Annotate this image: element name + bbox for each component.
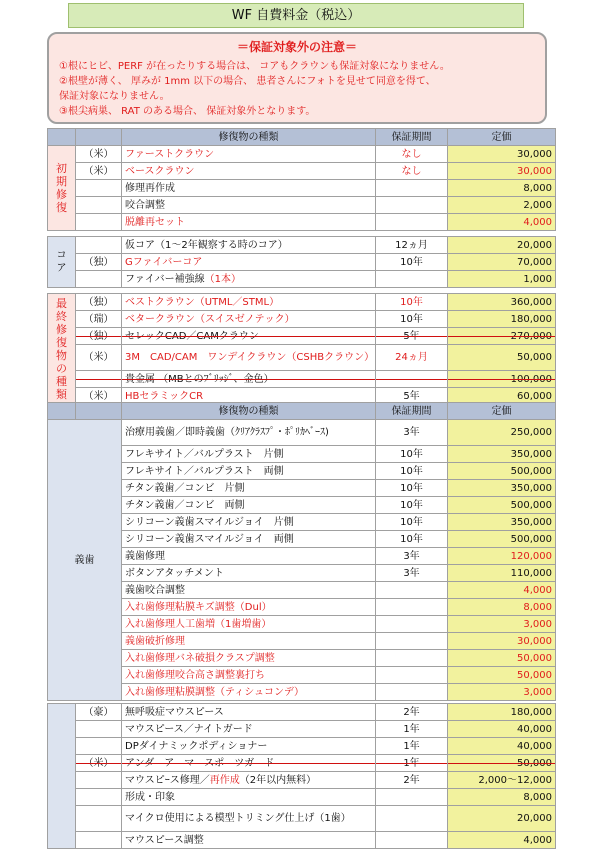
- item-price: 4,000: [448, 582, 556, 599]
- item-name: 入れ歯修理粘膜キズ調整（Dul）: [122, 599, 376, 616]
- item-period: 12ヵ月: [376, 237, 448, 254]
- header-blank: [48, 129, 76, 146]
- item-name: セレックCAD／CAMクラウン: [122, 328, 376, 345]
- table-row: [48, 420, 556, 446]
- item-period: [376, 599, 448, 616]
- item-price: 100,000: [448, 371, 556, 388]
- table-row: [48, 738, 556, 755]
- origin-tag: [76, 738, 122, 755]
- table-row: [48, 616, 556, 633]
- item-price: 350,000: [448, 514, 556, 531]
- item-price: 4,000: [448, 832, 556, 849]
- header-blank: [76, 129, 122, 146]
- table-row: [48, 271, 556, 288]
- origin-tag: [76, 371, 122, 388]
- item-period: [376, 832, 448, 849]
- item-price: 120,000: [448, 548, 556, 565]
- item-period: 10年: [376, 514, 448, 531]
- origin-tag: （米）: [76, 388, 122, 405]
- item-period: 24ヵ月: [376, 345, 448, 371]
- table-row: [48, 650, 556, 667]
- table-row: [48, 345, 556, 371]
- table-row: [48, 772, 556, 789]
- item-price: 500,000: [448, 497, 556, 514]
- table-row: [48, 599, 556, 616]
- item-name-note: 再作成: [209, 774, 240, 786]
- item-name: 仮コア（1～2年観察する時のコア）: [122, 237, 376, 254]
- table-row: [48, 214, 556, 231]
- item-period: 1年: [376, 755, 448, 772]
- item-price: 500,000: [448, 531, 556, 548]
- header-price: 定価: [448, 403, 556, 420]
- item-name: 義歯修理: [122, 548, 376, 565]
- table-row: [48, 514, 556, 531]
- item-price: 8,000: [448, 599, 556, 616]
- item-price: 40,000: [448, 721, 556, 738]
- origin-tag: [76, 789, 122, 806]
- item-period: [376, 582, 448, 599]
- table-row-discontinued: [48, 371, 556, 388]
- item-name: マウスピース調整: [122, 832, 376, 849]
- item-price: 20,000: [448, 237, 556, 254]
- table-row-discontinued: [48, 328, 556, 345]
- table-row: [48, 565, 556, 582]
- item-period: [376, 789, 448, 806]
- item-period: 5年: [376, 328, 448, 345]
- item-name: フレキサイト／バルプラスト 両側: [122, 463, 376, 480]
- item-period: [376, 197, 448, 214]
- table-row: [48, 633, 556, 650]
- item-period: 3年: [376, 420, 448, 446]
- denture-price-table: [47, 402, 556, 701]
- item-name: 貴金属 （MBとのﾌﾞﾘｯｼﾞ、金色）: [122, 371, 376, 388]
- item-period: [376, 180, 448, 197]
- group-core: コア: [48, 237, 76, 288]
- item-period: 10年: [376, 311, 448, 328]
- item-period: 5年: [376, 388, 448, 405]
- notice-box: [47, 32, 547, 124]
- item-name: 無呼吸症マウスピース: [122, 704, 376, 721]
- item-period: 10年: [376, 531, 448, 548]
- header-blank: [48, 403, 76, 420]
- item-period: 10年: [376, 294, 448, 311]
- header-blank: [76, 403, 122, 420]
- item-price: 8,000: [448, 180, 556, 197]
- item-price: 3,000: [448, 616, 556, 633]
- origin-tag: （米）: [76, 755, 122, 772]
- item-period: [376, 214, 448, 231]
- table-row: [48, 531, 556, 548]
- notice-line: ③根尖病巣、 RAT のある場合、 保証対象外となります。: [59, 106, 316, 117]
- item-price: 180,000: [448, 704, 556, 721]
- table-row: [48, 704, 556, 721]
- item-name: ボタンアタッチメント: [122, 565, 376, 582]
- origin-tag: （独）: [76, 328, 122, 345]
- item-period: [376, 667, 448, 684]
- origin-tag: （米）: [76, 345, 122, 371]
- table-row-discontinued: [48, 755, 556, 772]
- item-period: [376, 806, 448, 832]
- table-header-row: [48, 129, 556, 146]
- item-price: 2,000～12,000: [448, 772, 556, 789]
- item-period: 1年: [376, 721, 448, 738]
- table-header-row: [48, 403, 556, 420]
- table-row: [48, 721, 556, 738]
- item-name: マウスピース／ナイトガード: [122, 721, 376, 738]
- item-price: 20,000: [448, 806, 556, 832]
- header-period: 保証期間: [376, 129, 448, 146]
- item-name: 3M CAD/CAM ワンデイクラウン（CSHBクラウン）: [122, 345, 376, 371]
- item-period: 1年: [376, 738, 448, 755]
- item-price: 1,000: [448, 271, 556, 288]
- group-final: 最終修復物の種類: [48, 294, 76, 405]
- item-name: チタン義歯／コンビ 片側: [122, 480, 376, 497]
- table-row: [48, 480, 556, 497]
- item-period: [376, 684, 448, 701]
- item-price: 270,000: [448, 328, 556, 345]
- item-name: シリコーン義歯スマイルジョイ 両側: [122, 531, 376, 548]
- item-name: マイクロ使用による模型トリミング仕上げ（1歯）: [122, 806, 376, 832]
- item-name: DPダイナミックポディショナー: [122, 738, 376, 755]
- table-row: [48, 446, 556, 463]
- notice-line: 保証対象になりません。: [59, 91, 170, 102]
- item-period: 10年: [376, 446, 448, 463]
- origin-tag: [76, 772, 122, 789]
- origin-tag: [76, 180, 122, 197]
- item-price: 4,000: [448, 214, 556, 231]
- item-price: 70,000: [448, 254, 556, 271]
- item-period: 2年: [376, 772, 448, 789]
- item-name: 義歯咬合調整: [122, 582, 376, 599]
- header-period: 保証期間: [376, 403, 448, 420]
- item-price: 500,000: [448, 463, 556, 480]
- origin-tag: （米）: [76, 163, 122, 180]
- item-price: 3,000: [448, 684, 556, 701]
- item-name-text: ファイバー補強線: [125, 273, 205, 285]
- item-name: 入れ歯修理人工歯増（1歯増歯）: [122, 616, 376, 633]
- item-name: 形成・印象: [122, 789, 376, 806]
- item-name: 脱離再セット: [122, 214, 376, 231]
- item-period: なし: [376, 146, 448, 163]
- table-row: [48, 463, 556, 480]
- mouthpiece-price-table: [47, 703, 556, 849]
- item-period: 10年: [376, 480, 448, 497]
- item-name: ベストクラウン（UTML／STML）: [122, 294, 376, 311]
- item-name: 咬合調整: [122, 197, 376, 214]
- table-row: [48, 667, 556, 684]
- item-period: 10年: [376, 497, 448, 514]
- page-title: WF 自費料金（税込）: [68, 3, 524, 28]
- item-name: [122, 772, 376, 789]
- item-period: [376, 371, 448, 388]
- item-price: 50,000: [448, 667, 556, 684]
- table-row: [48, 197, 556, 214]
- item-name: HBセラミックCR: [122, 388, 376, 405]
- item-name: ファーストクラウン: [122, 146, 376, 163]
- table-row: [48, 548, 556, 565]
- table-row: [48, 832, 556, 849]
- item-period: [376, 650, 448, 667]
- item-name-note: （1本）: [204, 273, 241, 285]
- notice-line: ①根にヒビ、PERF が在ったりする場合は、 コアもクラウンも保証対象になりません。: [59, 61, 450, 72]
- item-name: 入れ歯修理粘膜調整（ティシュコンデ）: [122, 684, 376, 701]
- origin-tag: （独）: [76, 294, 122, 311]
- item-period: 3年: [376, 565, 448, 582]
- item-name: フレキサイト／バルプラスト 片側: [122, 446, 376, 463]
- item-period: なし: [376, 163, 448, 180]
- item-price: 360,000: [448, 294, 556, 311]
- group-initial: 初期修復: [48, 146, 76, 231]
- item-price: 8,000: [448, 789, 556, 806]
- item-price: 30,000: [448, 146, 556, 163]
- item-price: 50,000: [448, 650, 556, 667]
- item-price: 110,000: [448, 565, 556, 582]
- item-name: チタン義歯／コンビ 両側: [122, 497, 376, 514]
- item-name: ベースクラウン: [122, 163, 376, 180]
- table-row: [48, 237, 556, 254]
- group-denture-label: 義歯: [74, 554, 95, 566]
- table-row: [48, 254, 556, 271]
- item-name: [122, 271, 376, 288]
- notice-line: ②根壁が薄く、 厚みが 1mm 以下の場合、 患者さんにフォトを見せて同意を得て、: [59, 76, 436, 87]
- item-name: 修理再作成: [122, 180, 376, 197]
- origin-tag: （豪）: [76, 704, 122, 721]
- item-price: 350,000: [448, 480, 556, 497]
- notice-heading: ＝保証対象外の注意＝: [236, 40, 357, 54]
- table-row: [48, 582, 556, 599]
- origin-tag: [76, 721, 122, 738]
- item-price: 350,000: [448, 446, 556, 463]
- group-denture: [48, 420, 122, 701]
- item-name: Gファイバーコア: [122, 254, 376, 271]
- origin-tag: （独）: [76, 254, 122, 271]
- group-mouthpiece: [48, 704, 76, 849]
- item-price: 30,000: [448, 163, 556, 180]
- table-row: [48, 497, 556, 514]
- origin-tag: [76, 832, 122, 849]
- item-name-text: マウスピｰス修理／: [125, 774, 210, 786]
- item-name: アンダ ア マ スポ ツガ ド: [122, 755, 376, 772]
- item-name: 治療用義歯／即時義歯（ｸﾘｱｸﾗｽﾌﾟ・ﾎﾟﾘｶﾍﾞｰｽ): [122, 420, 376, 446]
- item-price: 40,000: [448, 738, 556, 755]
- origin-tag: [76, 214, 122, 231]
- item-period: 10年: [376, 463, 448, 480]
- table-row: [48, 789, 556, 806]
- crown-price-table: [47, 128, 556, 405]
- header-item: 修復物の種類: [122, 129, 376, 146]
- table-row: [48, 294, 556, 311]
- item-price: 250,000: [448, 420, 556, 446]
- item-period: 2年: [376, 704, 448, 721]
- item-price: 180,000: [448, 311, 556, 328]
- table-row: [48, 163, 556, 180]
- item-name: 入れ歯修理バネ破損クラスプ調整: [122, 650, 376, 667]
- item-name: 入れ歯修理咬合高さ調整裏打ち: [122, 667, 376, 684]
- origin-tag: [76, 806, 122, 832]
- item-period: [376, 616, 448, 633]
- item-price: 30,000: [448, 633, 556, 650]
- item-period: [376, 633, 448, 650]
- item-name: シリコーン義歯スマイルジョイ 片側: [122, 514, 376, 531]
- item-period: [376, 271, 448, 288]
- origin-tag: [76, 237, 122, 254]
- item-price: 2,000: [448, 197, 556, 214]
- table-row: [48, 806, 556, 832]
- origin-tag: （瑞）: [76, 311, 122, 328]
- table-row: [48, 311, 556, 328]
- item-period: 3年: [376, 548, 448, 565]
- table-row: [48, 684, 556, 701]
- origin-tag: [76, 197, 122, 214]
- item-name: 義歯破折修理: [122, 633, 376, 650]
- origin-tag: （米）: [76, 146, 122, 163]
- item-name-tail: （2年以内無料）: [239, 774, 317, 786]
- origin-tag: [76, 271, 122, 288]
- item-price: 50,000: [448, 345, 556, 371]
- item-name: ベタークラウン（スイスゼノテック）: [122, 311, 376, 328]
- item-price: 60,000: [448, 388, 556, 405]
- item-period: 10年: [376, 254, 448, 271]
- item-price: 50,000: [448, 755, 556, 772]
- header-item: 修復物の種類: [122, 403, 376, 420]
- table-row: [48, 180, 556, 197]
- header-price: 定価: [448, 129, 556, 146]
- table-row: [48, 146, 556, 163]
